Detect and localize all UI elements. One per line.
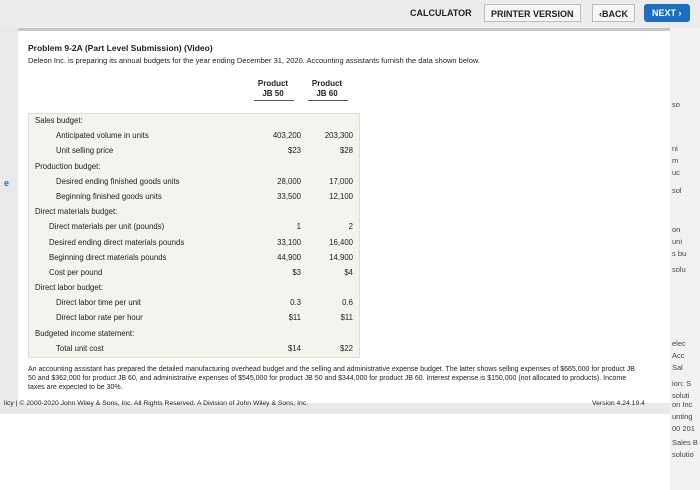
jb50-value: $11	[288, 313, 301, 323]
jb60-value: $4	[344, 267, 353, 277]
jb60-value: 14,900	[329, 252, 353, 262]
problem-intro: Deleon Inc. is preparing its annual budgets for the year ending December 31, 2020. Accounting assistants furnish the data shown below.	[28, 56, 480, 65]
table-row	[29, 266, 359, 281]
column-header-jb50	[248, 79, 298, 99]
row-label: Direct labor rate per hour	[56, 313, 143, 323]
row-label: Beginning direct materials pounds	[49, 252, 167, 262]
background-text-fragment: unting	[672, 412, 693, 421]
background-page-strip	[670, 28, 700, 490]
jb50-value: 44,900	[277, 252, 301, 262]
background-text-fragment: on Inc	[672, 400, 693, 409]
jb60-value: $22	[339, 343, 353, 353]
printer-version-button[interactable]: PRINTER VERSION	[484, 4, 581, 22]
background-text-fragment: uni	[672, 237, 683, 246]
jb50-value: 403,200	[272, 131, 301, 141]
row-label: Unit selling price	[56, 146, 114, 156]
background-text-fragment: Acc	[672, 351, 685, 360]
header-underline	[308, 100, 348, 101]
table-row	[29, 342, 359, 357]
jb60-value: 12,100	[329, 191, 353, 201]
jb50-value: $14	[287, 343, 301, 353]
column-header-jb60-line1: Product	[311, 79, 343, 88]
jb50-value: 1	[296, 222, 301, 232]
jb60-value: 203,300	[324, 131, 353, 141]
table-row	[29, 296, 359, 311]
jb60-value: $28	[339, 146, 353, 156]
column-header-jb60-line2: JB 60	[316, 89, 338, 98]
row-label: Cost per pound	[49, 267, 103, 277]
background-text-fragment: ni	[672, 144, 678, 153]
row-label: Direct labor budget:	[35, 283, 104, 293]
row-label: Beginning finished goods units	[56, 191, 162, 201]
background-text-fragment: s bu	[672, 249, 687, 258]
jb60-value: 16,400	[329, 237, 353, 247]
background-text-fragment: elec	[672, 339, 686, 348]
header-underline	[254, 100, 294, 101]
jb50-value: 33,100	[277, 237, 301, 247]
jb50-value: 33,500	[277, 191, 301, 201]
table-row	[29, 236, 359, 251]
row-label: Desired ending direct materials pounds	[49, 237, 185, 247]
problem-panel	[18, 28, 670, 403]
copyright-text: licy | © 2000-2020 John Wiley & Sons, Inc. All Rights Reserved. A Division of John Wiley & Sons, Inc.	[4, 400, 309, 407]
row-label: Direct labor time per unit	[56, 298, 141, 308]
column-header-jb50-line1: Product	[257, 79, 289, 88]
version-text: Version 4.24.19.4	[592, 400, 645, 407]
jb50-value: $23	[287, 146, 301, 156]
row-label: Total unit cost	[56, 343, 104, 353]
table-row	[29, 205, 359, 220]
jb60-value: 17,000	[329, 176, 353, 186]
table-row	[29, 327, 359, 342]
table-row	[29, 220, 359, 235]
background-text-fragment: soluti	[672, 391, 690, 400]
background-text-fragment: so	[672, 100, 680, 109]
table-row	[29, 311, 359, 326]
jb50-value: 0.3	[290, 298, 301, 308]
background-text-fragment: Sales B	[672, 438, 698, 447]
row-label: Direct materials per unit (pounds)	[49, 222, 165, 232]
table-row	[29, 175, 359, 190]
column-header-jb60	[302, 79, 352, 99]
back-button[interactable]: ‹BACK	[592, 4, 635, 22]
jb60-value: 2	[348, 222, 353, 232]
column-header-jb50-line2: JB 50	[262, 89, 284, 98]
jb60-value: $11	[340, 313, 353, 323]
table-row	[29, 251, 359, 266]
left-edge-fragment: e	[4, 178, 10, 188]
jb50-value: 28,000	[277, 176, 301, 186]
background-text-fragment: solutio	[672, 450, 694, 459]
jb50-value: $3	[292, 267, 301, 277]
row-label: Budgeted income statement:	[35, 328, 135, 338]
background-text-fragment: uc	[672, 168, 680, 177]
row-label: Desired ending finished goods units	[56, 176, 180, 186]
row-label: Anticipated volume in units	[56, 131, 149, 141]
budget-data-table	[28, 113, 360, 358]
jb60-value: 0.6	[342, 298, 353, 308]
calculator-button[interactable]: CALCULATOR	[410, 8, 472, 18]
row-label: Direct materials budget:	[35, 207, 118, 217]
row-label: Production budget:	[35, 161, 101, 171]
background-text-fragment: solu	[672, 265, 686, 274]
table-row	[29, 144, 359, 159]
row-label: Sales budget:	[35, 116, 83, 125]
page-footer	[0, 400, 700, 412]
next-button[interactable]: NEXT ›	[644, 4, 690, 22]
background-text-fragment: sol	[672, 186, 682, 195]
table-row	[29, 160, 359, 175]
background-text-fragment: 00 201	[672, 424, 695, 433]
background-text-fragment: on	[672, 225, 681, 234]
blank-area	[0, 414, 670, 490]
background-text-fragment: Sal	[672, 363, 683, 372]
problem-note: An accounting assistant has prepared the detailed manufacturing overhead budget and the selling and administrative expense budget. The latter shows selling expenses of $665,000 for product JB 50 and $362,000 for product JB 60, and administrative expenses of $545,000 for product JB 50 and $344,000 for product JB 60. Interest expense is $150,000 (not allocated to products). Income taxes are expected to be 30%.	[28, 366, 635, 391]
problem-title: Problem 9-2A (Part Level Submission) (Video)	[28, 43, 213, 53]
table-row	[29, 114, 359, 129]
background-text-fragment: m	[672, 156, 679, 165]
background-text-fragment: ion: S	[672, 379, 692, 388]
table-row	[29, 190, 359, 205]
table-row	[29, 281, 359, 296]
top-toolbar	[0, 0, 700, 28]
table-row	[29, 129, 359, 144]
